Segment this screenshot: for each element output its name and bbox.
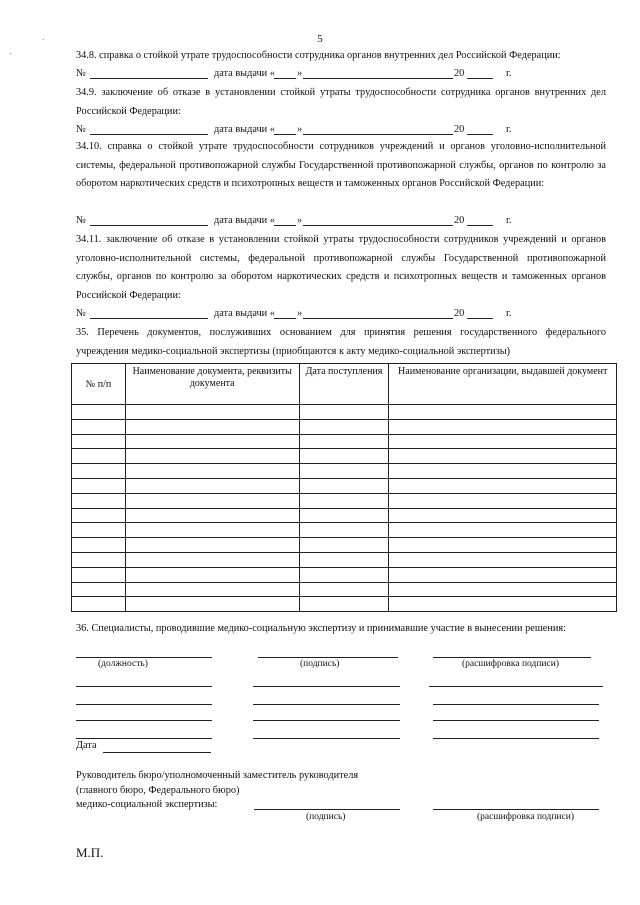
year-field[interactable] <box>467 68 493 79</box>
table-row <box>72 567 617 582</box>
day-field[interactable] <box>274 215 296 226</box>
year-prefix: 20 <box>454 68 465 79</box>
table-row <box>72 538 617 553</box>
item-34-9-text: 34.9. заключение об отказе в установлении стойкой утраты трудоспособности сотрудника органов внутренних дел Российской Федерации: <box>76 87 606 117</box>
scan-mark-2: · <box>42 36 45 44</box>
table-cell[interactable] <box>389 478 617 493</box>
number-field[interactable] <box>90 124 208 135</box>
table-cell[interactable] <box>389 582 617 597</box>
table-cell[interactable] <box>72 552 126 567</box>
table-row <box>72 552 617 567</box>
table-cell[interactable] <box>389 449 617 464</box>
item-34-10-text: 34.10. справка о стойкой утрате трудоспособности сотрудников учреждений и органов уголовно-исполнительной системы, федеральной противопожарной службы Государственной противопожарной службы, органов по контролю за оборотом наркотических средств и психотропных веществ и таможенных органов Российской Федерации: <box>76 141 606 190</box>
table-cell[interactable] <box>72 508 126 523</box>
table-cell[interactable] <box>389 567 617 582</box>
table-cell[interactable] <box>299 434 389 449</box>
head-line-2: (главного бюро, Федерального бюро) <box>76 785 240 796</box>
table-cell[interactable] <box>125 538 299 553</box>
table-cell[interactable] <box>299 419 389 434</box>
table-cell[interactable] <box>389 552 617 567</box>
issue-date-label: дата выдачи « <box>214 124 275 135</box>
head-signature-line[interactable] <box>254 808 400 810</box>
year-field[interactable] <box>467 215 493 226</box>
table-row <box>72 464 617 479</box>
year-suffix: г. <box>506 215 512 226</box>
signature-line-3[interactable] <box>253 703 400 705</box>
date-line[interactable] <box>103 751 211 753</box>
item-34-10-fields <box>76 215 606 229</box>
table-cell[interactable] <box>125 582 299 597</box>
issue-date-label: дата выдачи « <box>214 68 275 79</box>
signature-line-4[interactable] <box>253 719 400 721</box>
table-cell[interactable] <box>72 567 126 582</box>
table-row <box>72 405 617 420</box>
day-field[interactable] <box>274 68 296 79</box>
header-document: Наименование документа, реквизиты документа <box>125 364 299 405</box>
item-34-11-fields <box>76 308 606 322</box>
signature-line-2[interactable] <box>253 685 400 687</box>
table-cell[interactable] <box>389 405 617 420</box>
header-date: Дата поступления <box>299 364 389 405</box>
item-36-text: 36. Специалисты, проводившие медико-социальную экспертизу и принимавшие участие в вынесении решения: <box>76 623 566 634</box>
table-cell[interactable] <box>72 434 126 449</box>
year-prefix: 20 <box>454 124 465 135</box>
table-row <box>72 493 617 508</box>
year-field[interactable] <box>467 308 493 319</box>
quote-close: » <box>297 215 303 226</box>
table-cell[interactable] <box>389 493 617 508</box>
table-cell[interactable] <box>299 567 389 582</box>
header-number: № п/п <box>72 364 126 405</box>
month-field[interactable] <box>303 124 453 135</box>
table-row <box>72 582 617 597</box>
issue-date-label: дата выдачи « <box>214 215 275 226</box>
number-field[interactable] <box>90 68 208 79</box>
position-line-1[interactable] <box>76 656 212 658</box>
position-line-4[interactable] <box>76 719 212 721</box>
item-34-11-text: 34.11. заключение об отказе в установлении стойкой утраты трудоспособности сотрудников учреждений и органов уголовно-исполнительной системы, федеральной противопожарной службы Государственной противопожарной службы, органов по контролю за оборотом наркотических средств и психотропных веществ и таможенных органов Российской Федерации: <box>76 234 606 301</box>
caption-position: (должность) <box>98 659 148 669</box>
head-line-1: Руководитель бюро/уполномоченный заместитель руководителя <box>76 770 359 781</box>
year-suffix: г. <box>506 308 512 319</box>
day-field[interactable] <box>274 308 296 319</box>
table-row <box>72 449 617 464</box>
table-row <box>72 478 617 493</box>
table-cell[interactable] <box>299 464 389 479</box>
table-row <box>72 523 617 538</box>
table-cell[interactable] <box>125 597 299 612</box>
table-cell[interactable] <box>125 464 299 479</box>
table-cell[interactable] <box>299 478 389 493</box>
table-row <box>72 597 617 612</box>
quote-close: » <box>297 124 303 135</box>
table-cell[interactable] <box>389 464 617 479</box>
day-field[interactable] <box>274 124 296 135</box>
table-cell[interactable] <box>72 493 126 508</box>
table-row <box>72 434 617 449</box>
table-cell[interactable] <box>125 508 299 523</box>
table-cell[interactable] <box>72 582 126 597</box>
year-suffix: г. <box>506 68 512 79</box>
quote-close: » <box>297 308 303 319</box>
table-cell[interactable] <box>72 419 126 434</box>
documents-table <box>71 363 617 612</box>
table-cell[interactable] <box>389 523 617 538</box>
signature-line-5[interactable] <box>253 737 400 739</box>
table-cell[interactable] <box>299 552 389 567</box>
month-field[interactable] <box>303 215 453 226</box>
table-cell[interactable] <box>72 478 126 493</box>
table-cell[interactable] <box>389 419 617 434</box>
position-line-3[interactable] <box>76 703 212 705</box>
head-caption-signature: (подпись) <box>306 812 346 822</box>
position-line-5[interactable] <box>76 737 212 739</box>
scan-mark: , <box>10 48 12 56</box>
signature-line-1[interactable] <box>258 656 398 658</box>
table-cell[interactable] <box>299 538 389 553</box>
item-35-text: 35. Перечень документов, послуживших основанием для принятия решения государственного федерального учреждения медико-социальной экспертизы (приобщаются к акту медико-социальной экспертизы) <box>76 327 606 357</box>
item-34-8-fields <box>76 68 606 82</box>
table-row <box>72 508 617 523</box>
table-cell[interactable] <box>125 478 299 493</box>
table-cell[interactable] <box>72 449 126 464</box>
table-cell[interactable] <box>72 464 126 479</box>
table-cell[interactable] <box>389 508 617 523</box>
number-label: № <box>76 124 86 135</box>
table-cell[interactable] <box>125 552 299 567</box>
stamp-place: М.П. <box>76 845 104 860</box>
table-cell[interactable] <box>72 538 126 553</box>
quote-close: » <box>297 68 303 79</box>
date-label: Дата <box>76 740 97 751</box>
table-cell[interactable] <box>72 405 126 420</box>
year-prefix: 20 <box>454 215 465 226</box>
item-34-8-text: 34.8. справка о стойкой утрате трудоспособности сотрудника органов внутренних дел Российской Федерации: <box>76 50 561 61</box>
table-cell[interactable] <box>299 493 389 508</box>
table-cell[interactable] <box>72 523 126 538</box>
decoding-line-1[interactable] <box>433 656 591 658</box>
month-field[interactable] <box>303 308 453 319</box>
table-cell[interactable] <box>125 493 299 508</box>
table-cell[interactable] <box>389 434 617 449</box>
head-line-3: медико-социальной экспертизы: <box>76 799 218 810</box>
table-cell[interactable] <box>125 405 299 420</box>
year-suffix: г. <box>506 124 512 135</box>
number-label: № <box>76 215 86 226</box>
caption-signature: (подпись) <box>300 659 340 669</box>
table-cell[interactable] <box>125 567 299 582</box>
year-prefix: 20 <box>454 308 465 319</box>
table-cell[interactable] <box>125 419 299 434</box>
table-cell[interactable] <box>299 508 389 523</box>
table-cell[interactable] <box>299 523 389 538</box>
number-field[interactable] <box>90 308 208 319</box>
head-caption-decoding: (расшифровка подписи) <box>477 812 574 822</box>
item-34-9-fields <box>76 124 606 138</box>
decoding-line-4[interactable] <box>433 719 599 721</box>
table-cell[interactable] <box>299 582 389 597</box>
caption-decoding: (расшифровка подписи) <box>462 659 559 669</box>
head-decoding-line[interactable] <box>433 808 599 810</box>
year-field[interactable] <box>467 124 493 135</box>
page-number: 5 <box>317 33 323 45</box>
table-header-row <box>72 364 617 405</box>
table-cell[interactable] <box>299 449 389 464</box>
month-field[interactable] <box>303 68 453 79</box>
table-cell[interactable] <box>299 597 389 612</box>
position-line-2[interactable] <box>76 685 212 687</box>
number-label: № <box>76 68 86 79</box>
table-cell[interactable] <box>389 538 617 553</box>
decoding-line-2[interactable] <box>429 685 603 687</box>
header-organization: Наименование организации, выдавшей документ <box>389 364 617 405</box>
table-cell[interactable] <box>125 449 299 464</box>
table-row <box>72 419 617 434</box>
issue-date-label: дата выдачи « <box>214 308 275 319</box>
decoding-line-3[interactable] <box>433 703 599 705</box>
table-cell[interactable] <box>125 523 299 538</box>
number-field[interactable] <box>90 215 208 226</box>
decoding-line-5[interactable] <box>433 737 599 739</box>
table-cell[interactable] <box>299 405 389 420</box>
table-cell[interactable] <box>389 597 617 612</box>
table-cell[interactable] <box>72 597 126 612</box>
table-cell[interactable] <box>125 434 299 449</box>
number-label: № <box>76 308 86 319</box>
